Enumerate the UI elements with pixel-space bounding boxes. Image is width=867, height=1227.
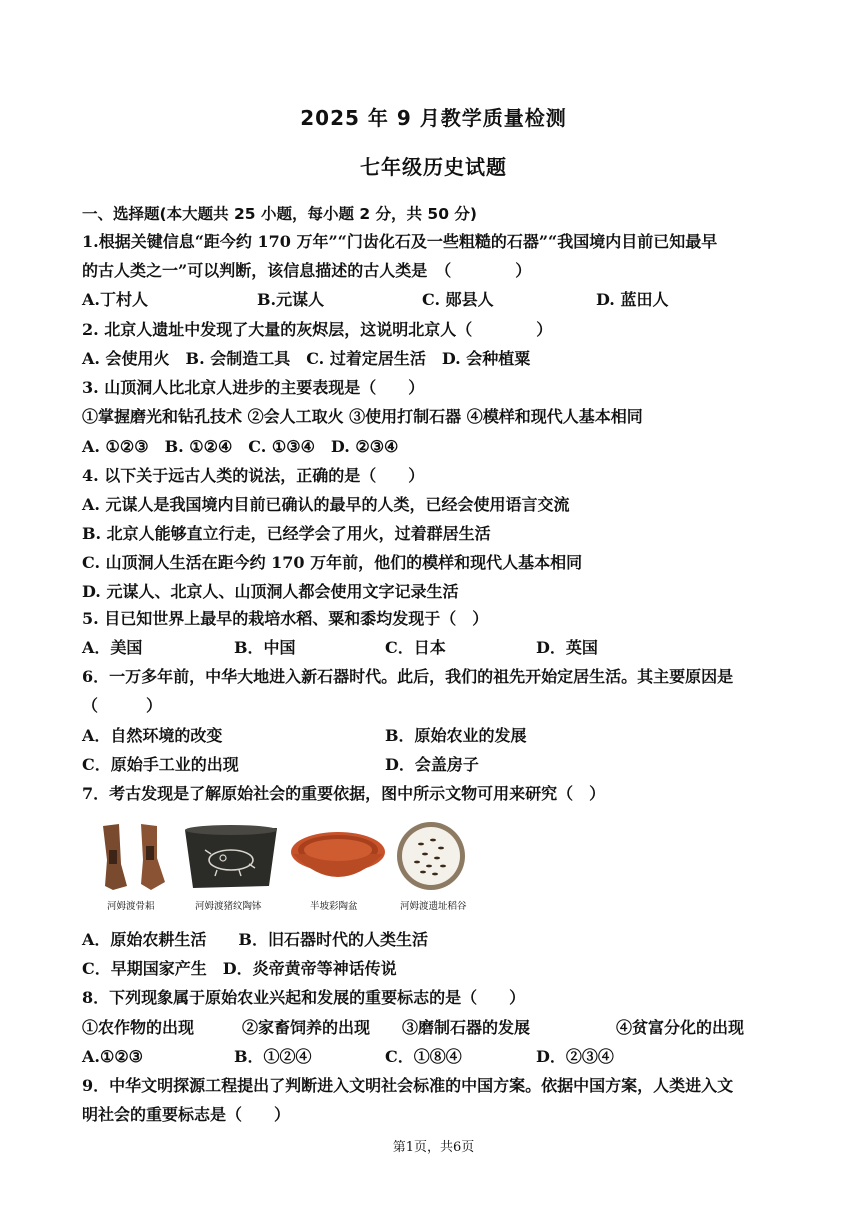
q8-item-3: ③磨制石器的发展	[402, 1018, 531, 1037]
q1-option-a: A.丁村人	[82, 290, 148, 309]
q4-option-c: C. 山顶洞人生活在距今约 170 万年前，他们的模样和现代人基本相同	[82, 553, 583, 572]
q8-option-a: A.①②③	[82, 1047, 144, 1066]
q2-options: A. 会使用火 B. 会制造工具 C. 过着定居生活 D. 会种植粟	[82, 349, 531, 368]
q7-artifact-images	[95, 818, 485, 918]
q7-options-line1: A．原始农耕生活 B．旧石器时代的人类生活	[82, 930, 428, 949]
q8-option-c: C．①⑧④	[385, 1047, 462, 1066]
q3-stem: 3. 山顶洞人比北京人进步的主要表现是（ ）	[82, 378, 425, 397]
q8-item-4: ④贫富分化的出现	[616, 1018, 745, 1037]
q5-option-b: B．中国	[234, 638, 296, 657]
q8-stem: 8．下列现象属于原始农业兴起和发展的重要标志的是（ ）	[82, 988, 526, 1007]
q4-option-d: D. 元谋人、北京人、山顶洞人都会使用文字记录生活	[82, 582, 459, 601]
caption-bone-spade: 河姆渡骨耜	[107, 901, 155, 912]
section-heading: 一、选择题(本大题共 25 小题，每小题 2 分，共 50 分)	[82, 205, 477, 223]
q1-stem-line2: 的古人类之一”可以判断，该信息描述的古人类是 （ ）	[82, 261, 532, 280]
q4-option-b: B. 北京人能够直立行走，已经学会了用火，过着群居生活	[82, 524, 491, 543]
q7-options-line2: C．早期国家产生 D．炎帝黄帝等神话传说	[82, 959, 397, 978]
q1-option-d: D. 蓝田人	[596, 290, 669, 309]
rice-grains-image	[395, 820, 467, 892]
q6-option-d: D．会盖房子	[385, 755, 479, 774]
q5-stem: 5. 目已知世界上最早的栽培水稻、粟和黍均发现于（ ）	[82, 609, 489, 628]
q3-options: A. ①②③ B. ①②④ C. ①③④ D. ②③④	[82, 437, 399, 456]
painted-basin-image	[289, 828, 387, 892]
q8-item-2: ②家畜饲养的出现	[242, 1018, 371, 1037]
exam-title: 2025 年 9 月教学质量检测	[300, 106, 567, 130]
q9-stem-line1: 9．中华文明探源工程提出了判断进入文明社会标准的中国方案。依据中国方案，人类进入文	[82, 1076, 734, 1095]
caption-rice-grains: 河姆渡遗址稻谷	[400, 901, 467, 912]
q8-option-b: B．①②④	[234, 1047, 312, 1066]
q7-stem: 7．考古发现是了解原始社会的重要依据，图中所示文物可用来研究（ ）	[82, 784, 606, 803]
q8-option-d: D．②③④	[536, 1047, 614, 1066]
page-footer: 第1页，共6页	[392, 1140, 475, 1155]
q1-option-c: C. 郧县人	[422, 290, 494, 309]
q2-stem: 2. 北京人遗址中发现了大量的灰烬层，这说明北京人（ ）	[82, 320, 553, 339]
q9-stem-line2: 明社会的重要标志是（ ）	[82, 1105, 291, 1124]
pig-pattern-bowl-image	[183, 820, 279, 892]
q6-stem-line2: （ ）	[82, 696, 163, 715]
bone-spade-image	[97, 820, 171, 892]
exam-subtitle: 七年级历史试题	[360, 155, 507, 179]
q8-item-1: ①农作物的出现	[82, 1018, 195, 1037]
q5-option-a: A．美国	[82, 638, 143, 657]
q1-stem-line1: 1.根据关键信息“距今约 170 万年”“门齿化石及一些粗糙的石器”“我国境内目前已知最早	[82, 232, 718, 251]
q5-option-c: C．日本	[385, 638, 446, 657]
q6-option-c: C．原始手工业的出现	[82, 755, 239, 774]
q6-option-b: B．原始农业的发展	[385, 726, 527, 745]
q4-stem: 4. 以下关于远古人类的说法，正确的是（ ）	[82, 466, 425, 485]
q3-items: ①掌握磨光和钻孔技术 ②会人工取火 ③使用打制石器 ④模样和现代人基本相同	[82, 407, 643, 426]
q6-stem-line1: 6．一万多年前，中华大地进入新石器时代。此后，我们的祖先开始定居生活。其主要原因是	[82, 667, 734, 686]
q5-option-d: D．英国	[536, 638, 598, 657]
q4-option-a: A. 元谋人是我国境内目前已确认的最早的人类，已经会使用语言交流	[82, 495, 570, 514]
caption-pig-bowl: 河姆渡猪纹陶钵	[195, 901, 262, 912]
q6-option-a: A．自然环境的改变	[82, 726, 223, 745]
q1-option-b: B.元谋人	[257, 290, 325, 309]
caption-painted-basin: 半坡彩陶盆	[310, 901, 358, 912]
